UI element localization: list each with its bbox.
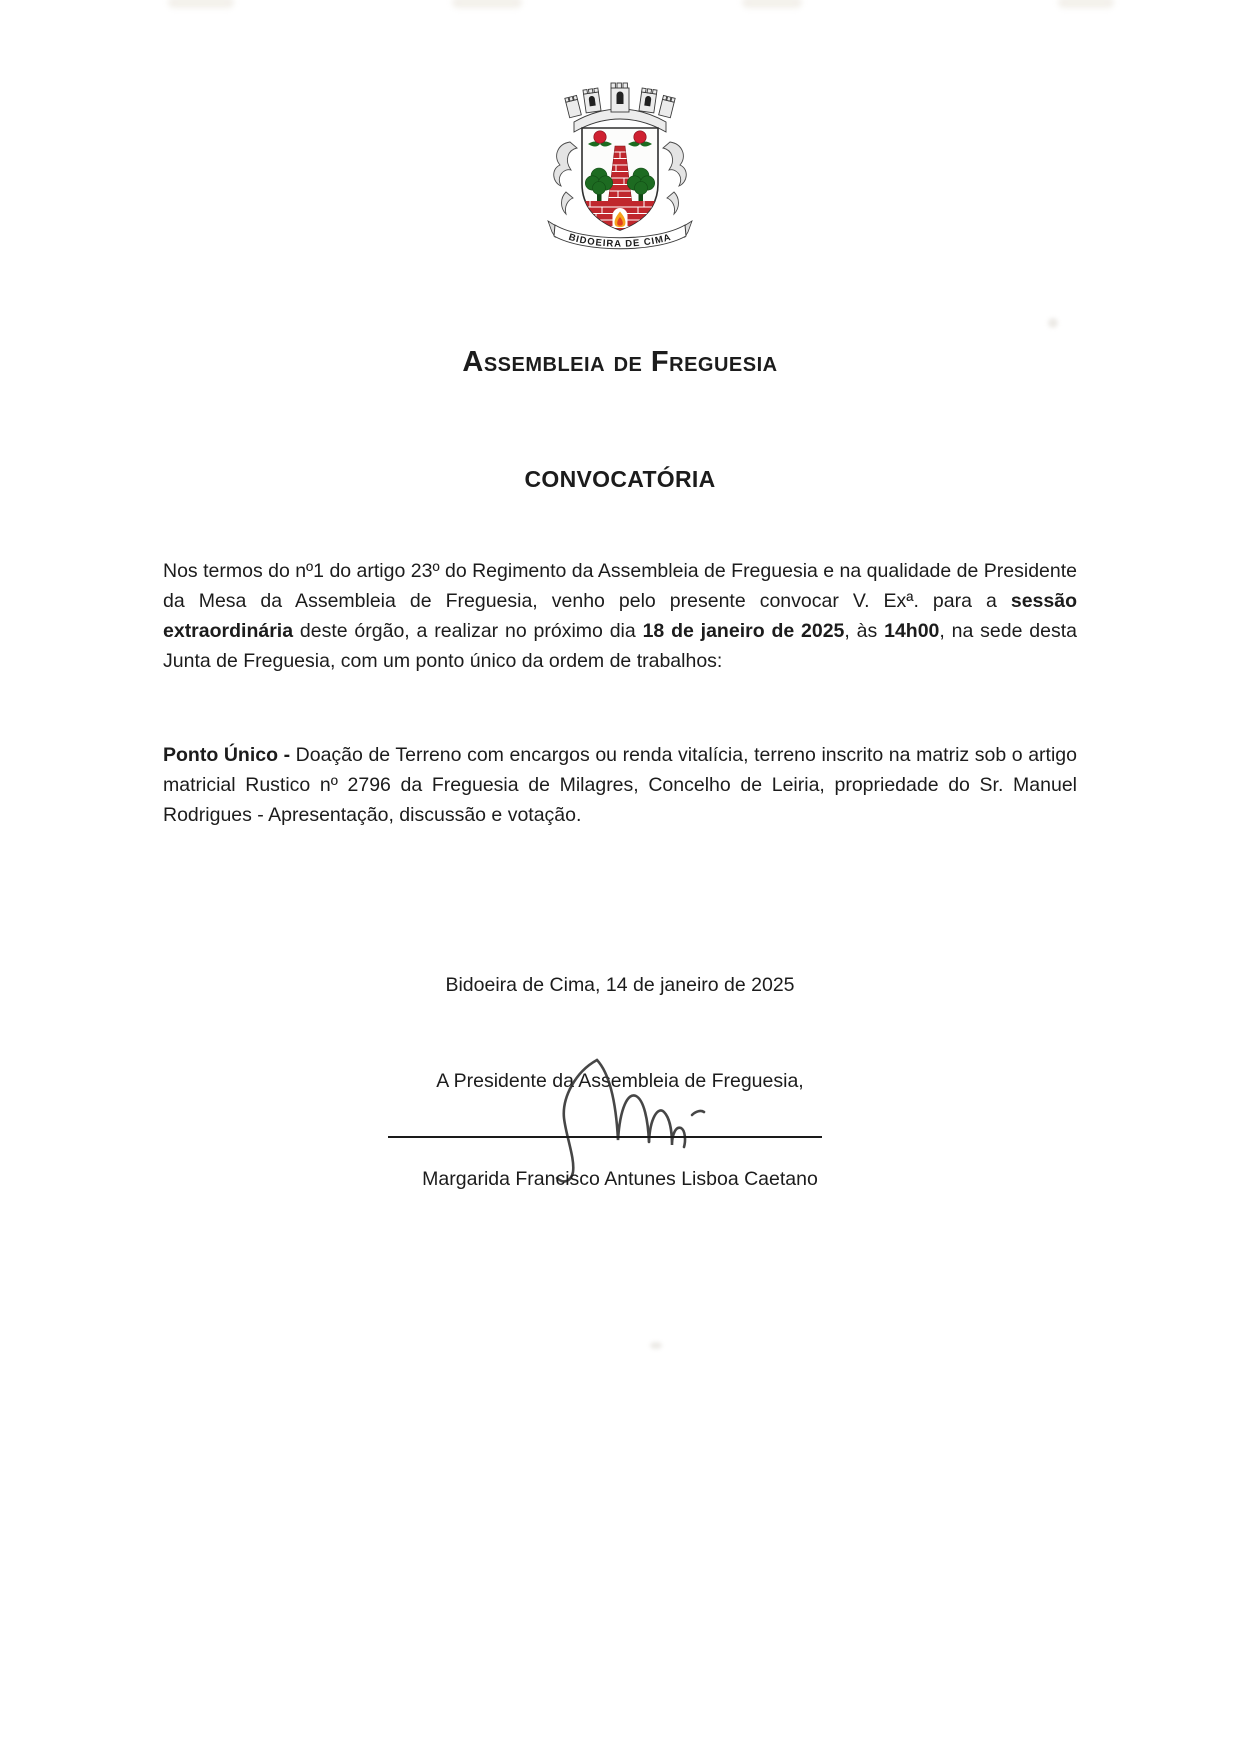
- scan-artifact: [168, 0, 234, 8]
- scan-artifact: [1048, 318, 1058, 328]
- scan-artifact: [1058, 0, 1114, 8]
- signatory-name: Margarida Francisco Antunes Lisboa Caetano: [422, 1168, 818, 1190]
- brick-base-icon: [580, 201, 660, 233]
- agenda-paragraph: Ponto Único - Doação de Terreno com encargos ou renda vitalícia, terreno inscrito na matriz sob o artigo matricial Rustico nº 2796 da Freguesia de Milagres, Concelho de Leiria, propriedade do Sr. Manuel Rodrigues - Apresentação, discussão e votação.: [163, 744, 1077, 826]
- scan-artifact: [452, 0, 522, 8]
- scan-artifact: [742, 0, 802, 8]
- signature-line: [388, 1136, 822, 1138]
- page-title: Assembleia de Freguesia: [462, 346, 778, 378]
- mural-crown-icon: [565, 83, 675, 132]
- signature-title-line: A Presidente da Assembleia de Freguesia,: [436, 1070, 804, 1092]
- body-paragraph: Nos termos do nº1 do artigo 23º do Regimento da Assembleia de Freguesia e na qualidade de Presidente da Mesa da Assembleia de Freguesia, venho pelo presente convocar V. Exª. para a sessão extraordinária deste órgão, a realizar no próximo dia 18 de janeiro de 2025, às 14h00, na sede desta Junta de Freguesia, com um ponto único da ordem de trabalhos:: [163, 560, 1077, 672]
- coat-of-arms: [540, 80, 700, 256]
- document-subtitle: CONVOCATÓRIA: [524, 466, 716, 492]
- ribbon-text: BIDOEIRA DE CIMA: [567, 231, 673, 250]
- scan-artifact: [650, 1342, 662, 1349]
- place-date-line: Bidoeira de Cima, 14 de janeiro de 2025: [445, 974, 795, 996]
